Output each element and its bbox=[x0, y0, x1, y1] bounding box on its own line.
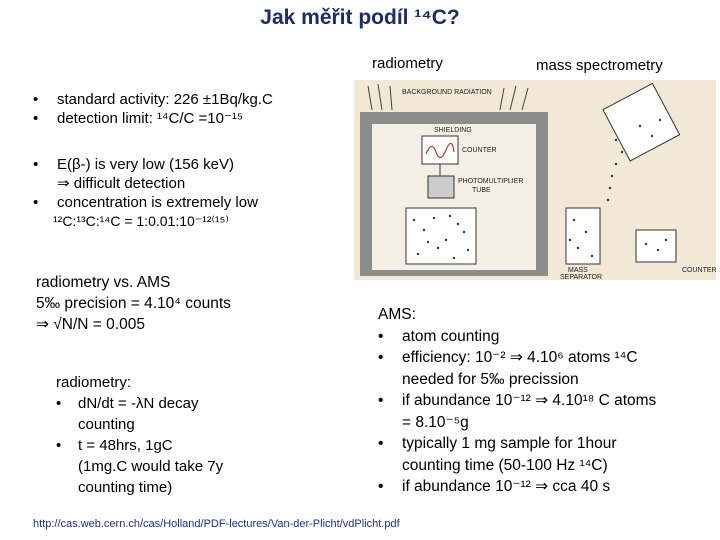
figure-illustration bbox=[354, 80, 716, 280]
mass-spectrometry-label: mass spectrometry bbox=[536, 57, 663, 74]
tube-label: TUBE bbox=[472, 187, 491, 194]
counter-label: COUNTER bbox=[462, 147, 497, 154]
radiometry-item-continuation: counting bbox=[78, 416, 135, 433]
radiometry-label: radiometry bbox=[372, 55, 443, 72]
isotope-ratio: ¹²C:¹³C:¹⁴C = 1:0.01:10⁻¹²⁽¹⁵⁾ bbox=[53, 213, 229, 229]
shielding-label: SHIELDING bbox=[434, 127, 472, 134]
photomultiplier-label: PHOTOMULTIPLIER bbox=[458, 178, 524, 185]
comparison-line: 5‰ precision = 4.10⁴ counts bbox=[36, 295, 231, 312]
bullet-item: standard activity: 226 ±1Bq/kg.C bbox=[57, 91, 273, 108]
detection-methods-figure bbox=[354, 80, 716, 280]
mass-separator-vessel bbox=[566, 208, 600, 264]
radiation-arrows-icon bbox=[368, 84, 528, 110]
comparison-line: ⇒ √N/N = 0.005 bbox=[36, 316, 145, 333]
separator-label: SEPARATOR bbox=[560, 274, 603, 280]
ams-counter-box bbox=[636, 230, 676, 262]
ams-item: atom counting bbox=[402, 327, 500, 345]
ams-heading: AMS: bbox=[378, 306, 416, 323]
ams-item: efficiency: 10⁻² ⇒ 4.10⁶ atoms ¹⁴C bbox=[402, 349, 638, 366]
ams-item-continuation: = 8.10⁻⁵g bbox=[402, 413, 469, 431]
comparison-block bbox=[36, 272, 336, 335]
sample-beaker bbox=[406, 208, 476, 264]
ams-item: typically 1 mg sample for 1hour bbox=[402, 435, 617, 452]
source-link[interactable]: http://cas.web.cern.ch/cas/Holland/PDF-lectures/Van-der-Plicht/vdPlicht.pdf bbox=[33, 518, 400, 530]
ams-item-continuation: needed for 5‰ precission bbox=[402, 370, 579, 388]
radiometry-heading: radiometry: bbox=[56, 374, 132, 391]
radiometry-item-continuation: (1mg.C would take 7y bbox=[78, 458, 224, 475]
ams-item: if abundance 10⁻¹² ⇒ 4.10¹⁸ C atoms bbox=[402, 392, 657, 409]
bullet-item-continuation: ⇒ difficult detection bbox=[57, 175, 186, 192]
photomultiplier-tube bbox=[428, 176, 454, 198]
radiometry-item-continuation: counting time) bbox=[78, 479, 173, 496]
bullet-item: detection limit: ¹⁴C/C =10⁻¹⁵ bbox=[57, 110, 244, 127]
bullet-list-top: • standard activity: 226 ±1Bq/kg.C • detection limit: ¹⁴C/C =10⁻¹⁵ bbox=[33, 90, 353, 128]
bullet-list-middle: • E(β-) is very low (156 keV) ⇒ difficult detection • concentration is extremely low ¹²C:¹³C:¹⁴C = 1:0.01:10⁻¹²⁽¹⁵⁾ bbox=[33, 155, 353, 231]
page-title: Jak měřit podíl ¹⁴C? bbox=[260, 6, 460, 29]
background-radiation-label: BACKGROUND RADIATION bbox=[402, 89, 492, 96]
ams-item-continuation: counting time (50-100 Hz ¹⁴C) bbox=[402, 456, 608, 474]
bullet-item: concentration is extremely low bbox=[57, 194, 258, 211]
bullet-item: E(β-) is very low (156 keV) bbox=[57, 156, 234, 173]
mass-label: MASS bbox=[568, 267, 588, 274]
ams-item: if abundance 10⁻¹² ⇒ cca 40 s bbox=[402, 478, 611, 495]
comparison-heading: radiometry vs. AMS bbox=[36, 274, 171, 291]
pouring-beaker bbox=[603, 83, 680, 161]
ams-block: AMS: • atom counting • efficiency: 10⁻² ⇒ 4.10⁶ atoms ¹⁴C needed for 5‰ precission • if abundance 10⁻¹² ⇒ 4.10¹⁸ C atoms = 8.10⁻⁵g • typically 1 mg sample for 1hour counting time (50-100 Hz ¹⁴C) • if abundance 10⁻¹² ⇒ cca 40 s bbox=[378, 304, 713, 498]
radiometry-box: radiometry: • dN/dt = -λN decay counting • t = 48hrs, 1gC (1mg.C would take 7y counting time) bbox=[56, 372, 306, 498]
ams-counter-label: COUNTER bbox=[682, 267, 716, 274]
radiometry-item: t = 48hrs, 1gC bbox=[78, 437, 173, 454]
radiometry-item: dN/dt = -λN decay bbox=[78, 395, 199, 412]
